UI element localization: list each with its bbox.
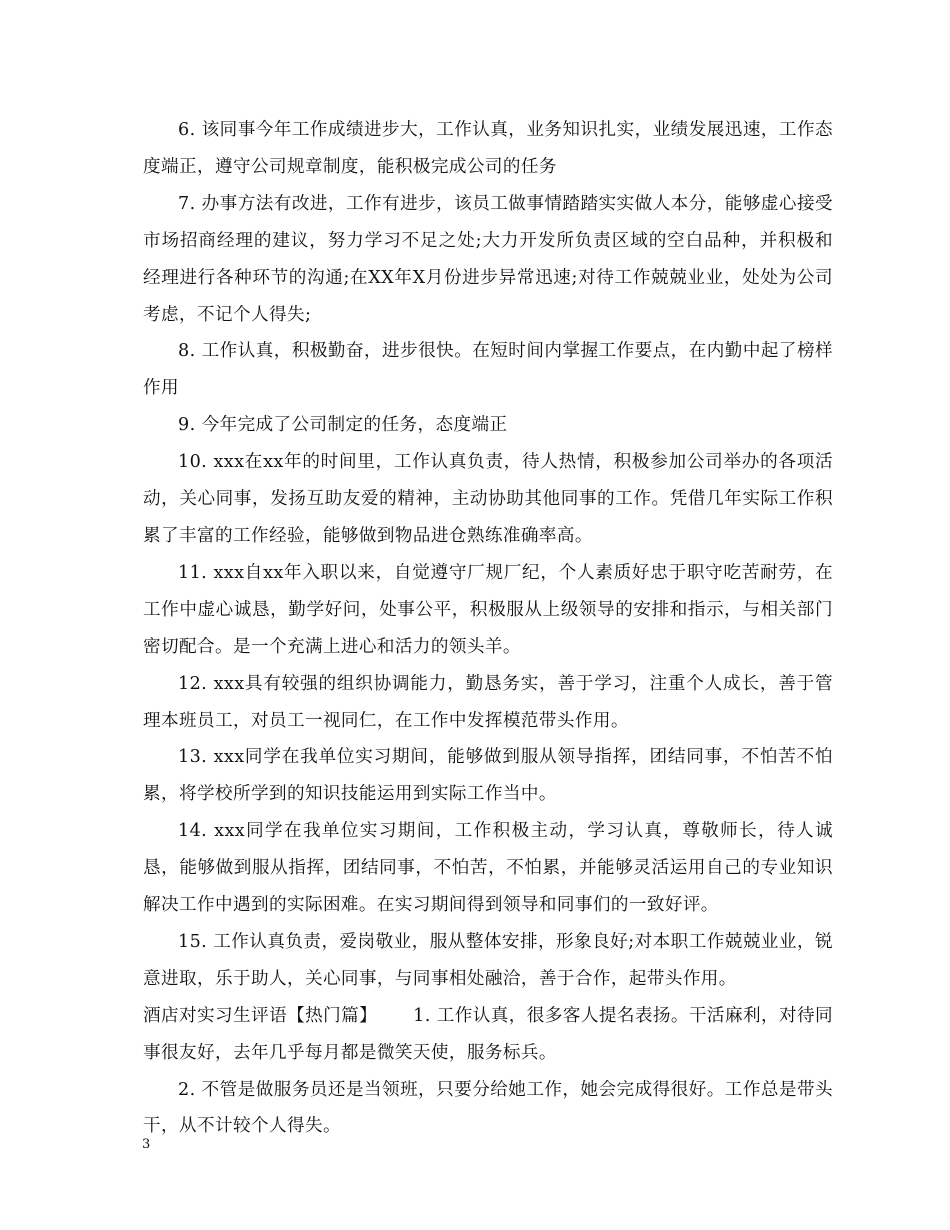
paragraph-item-10: 10. xxx在xx年的时间里，工作认真负责，待人热情，积极参加公司举办的各项活动，关心同事，发扬互助友爱的精神，主动协助其他同事的工作。凭借几年实际工作积累了丰富的工作经验，能够做到物品进仓熟练准确率高。 [143,452,833,546]
paragraph-item-13: 13. xxx同学在我单位实习期间，能够做到服从领导指挥，团结同事，不怕苦不怕累，将学校所学到的知识技能运用到实际工作当中。 [143,747,833,805]
section-heading: 酒店对实习生评语【热门篇】 [143,1005,378,1026]
paragraph-item-8: 8. 工作认真，积极勤奋，进步很快。在短时间内掌握工作要点，在内勤中起了榜样作用 [143,341,833,399]
paragraph-item-14: 14. xxx同学在我单位实习期间，工作积极主动，学习认真，尊敬师长，待人诚恳，能够做到服从指挥，团结同事，不怕苦，不怕累，并能够灵活运用自己的专业知识解决工作中遇到的实际困难。在实习期间得到领导和同事们的一致好评。 [143,821,833,916]
page-number: 3 [142,1137,151,1152]
paragraph-item-2: 2. 不管是做服务员还是当领班，只要分给她工作，她会完成得很好。工作总是带头干，从不计较个人得失。 [143,1079,833,1137]
document-body [143,112,833,1145]
section-paragraph [143,998,833,1072]
paragraph-item-11: 11. xxx自xx年入职以来，自觉遵守厂规厂纪，个人素质好忠于职守吃苦耐劳，在工作中虚心诚恳，勤学好问，处事公平，积极服从上级领导的安排和指示，与相关部门密切配合。是一个充满上进心和活力的领头羊。 [143,562,833,657]
paragraph-item-15: 15. 工作认真负责，爱岗敬业，服从整体安排，形象良好;对本职工作兢兢业业，锐意进取，乐于助人，关心同事，与同事相处融洽，善于合作，起带头作用。 [143,931,833,989]
paragraph-item-6: 6. 该同事今年工作成绩进步大，工作认真，业务知识扎实，业绩发展迅速，工作态度端正，遵守公司规章制度，能积极完成公司的任务 [143,120,833,177]
paragraph-item-7: 7. 办事方法有改进，工作有进步，该员工做事情踏踏实实做人本分，能够虚心接受市场招商经理的建议，努力学习不足之处;大力开发所负责区域的空白品种，并积极和经理进行各种环节的沟通;在XX年X月份进步异常迅速;对待工作兢兢业业，处处为公司考虑，不记个人得失; [143,193,833,325]
paragraph-item-12: 12. xxx具有较强的组织协调能力，勤恳务实，善于学习，注重个人成长，善于管理本班员工，对员工一视同仁，在工作中发挥模范带头作用。 [143,673,833,731]
section-first-item: 1. 工作认真，很多客人提名表扬。干活麻利，对待同事很友好，去年几乎每月都是微笑天使，服务标兵。 [143,1005,833,1063]
paragraph-item-9: 9. 今年完成了公司制定的任务，态度端正 [178,415,508,436]
